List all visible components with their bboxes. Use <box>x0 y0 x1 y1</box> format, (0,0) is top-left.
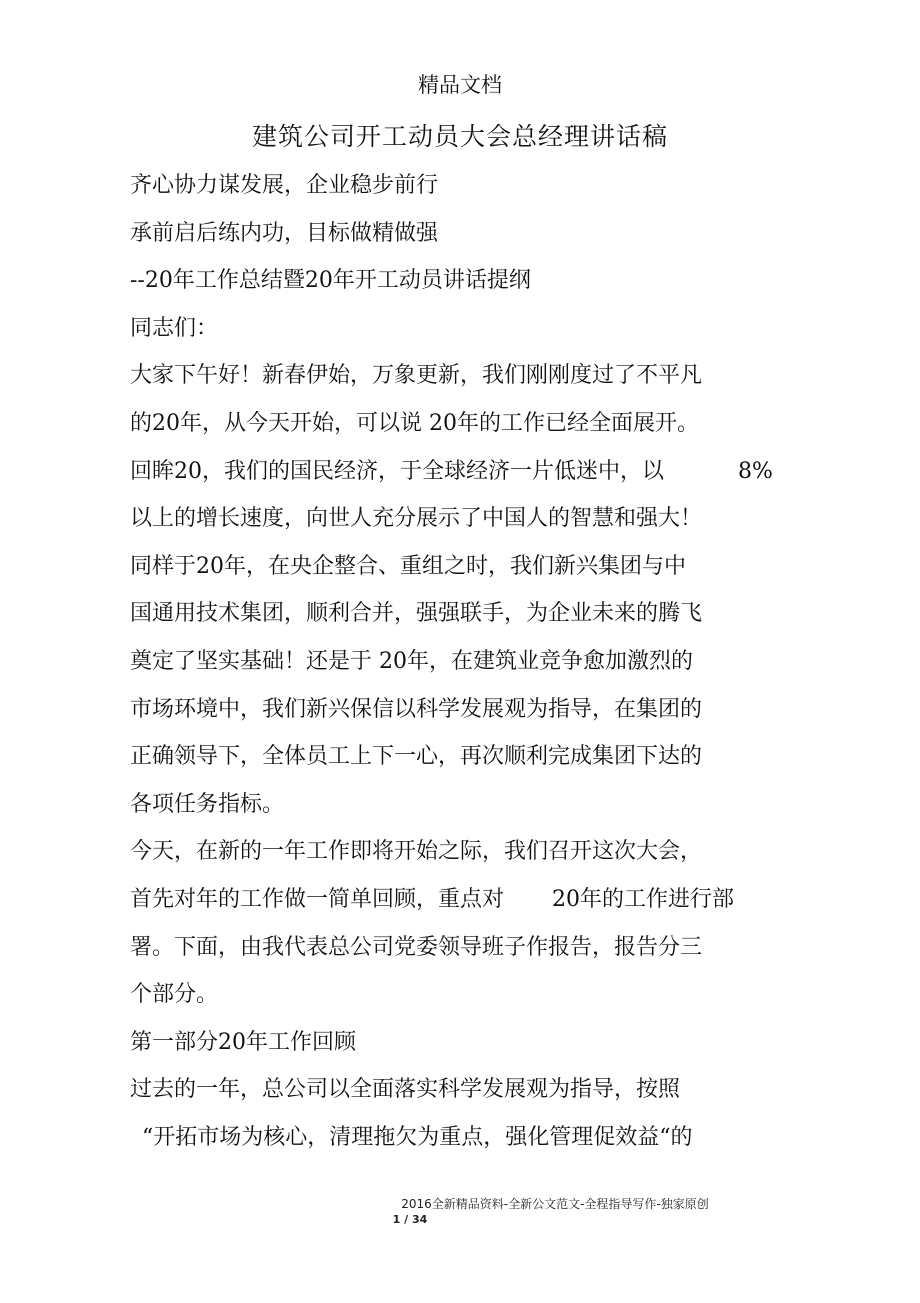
page-header: 精品文档 <box>418 73 502 97</box>
body-line <box>130 1075 790 1123</box>
body-line <box>130 790 790 838</box>
body-line <box>130 1028 790 1076</box>
body-line <box>130 314 790 362</box>
body-line <box>130 266 790 314</box>
body-line <box>130 742 790 790</box>
line-text: 个部分。 <box>130 982 219 1008</box>
line-text: 市场环境中，我们新兴保信以科学发展观为指导，在集团的 <box>130 696 703 722</box>
line-text: 承前启后练内功，目标做精做强 <box>130 220 439 246</box>
line-text: 正确领导下，全体员工上下一心，再次顺利完成集团下达的 <box>130 744 703 770</box>
line-text-right: 8% <box>738 458 773 484</box>
line-text: 大家下午好！新春伊始，万象更新，我们刚刚度过了不平凡 <box>130 363 703 389</box>
body-line <box>130 695 790 743</box>
page-footer <box>0 1196 920 1228</box>
line-text: 第一部分20年工作回顾 <box>130 1029 356 1055</box>
line-text: 奠定了坚实基础！还是于 20年，在建筑业竞争愈加激烈的 <box>130 648 693 674</box>
line-text: “开拓市场为核心，清理拖欠为重点，强化管理促效益“的 <box>142 1124 693 1150</box>
body-line <box>130 361 790 409</box>
line-text: 齐心协力谋发展，企业稳步前行 <box>130 173 439 198</box>
body-line <box>130 980 790 1028</box>
body-line <box>130 171 790 219</box>
line-text: 过去的一年，总公司以全面落实科学发展观为指导，按照 <box>130 1077 681 1103</box>
line-text: 回眸20，我们的国民经济，于全球经济一片低迷中，以 <box>130 458 664 484</box>
body-line <box>130 552 790 600</box>
line-text: 首先对年的工作做一简单回顾，重点对 <box>130 886 505 912</box>
body-line <box>130 599 790 647</box>
body-line <box>130 457 790 505</box>
body-line <box>130 1123 790 1171</box>
body-line <box>130 219 790 267</box>
body-line <box>130 837 790 885</box>
line-text: 同样于20年，在央企整合、重组之时，我们新兴集团与中 <box>130 553 686 579</box>
body-line <box>130 933 790 981</box>
page-number: 1 / 34 <box>392 1213 428 1226</box>
line-text: 今天，在新的一年工作即将开始之际，我们召开这次大会， <box>130 839 703 865</box>
body-line <box>130 409 790 457</box>
line-text-right: 20年的工作进行部 <box>552 886 734 912</box>
line-text: --20年工作总结暨20年开工动员讲话提纲 <box>130 268 531 294</box>
line-text: 各项任务指标。 <box>130 791 285 817</box>
line-text: 国通用技术集团，顺利合并，强强联手，为企业未来的腾飞 <box>130 601 703 627</box>
line-text: 署。下面，由我代表总公司党委领导班子作报告，报告分三 <box>130 934 703 960</box>
line-text: 以上的增长速度，向世人充分展示了中国人的智慧和强大！ <box>130 506 703 532</box>
body-line <box>130 504 790 552</box>
line-text: 同志们： <box>130 315 219 341</box>
document-title: 建筑公司开工动员大会总经理讲话稿 <box>251 122 668 151</box>
body-line <box>130 885 790 933</box>
footer-text: 2016全新精品资料-全新公文范文-全程指导写作-独家原创 <box>401 1197 709 1211</box>
body-line <box>130 647 790 695</box>
line-text: 的20年，从今天开始，可以说 20年的工作已经全面展开。 <box>130 410 699 436</box>
document-body <box>130 171 790 1170</box>
